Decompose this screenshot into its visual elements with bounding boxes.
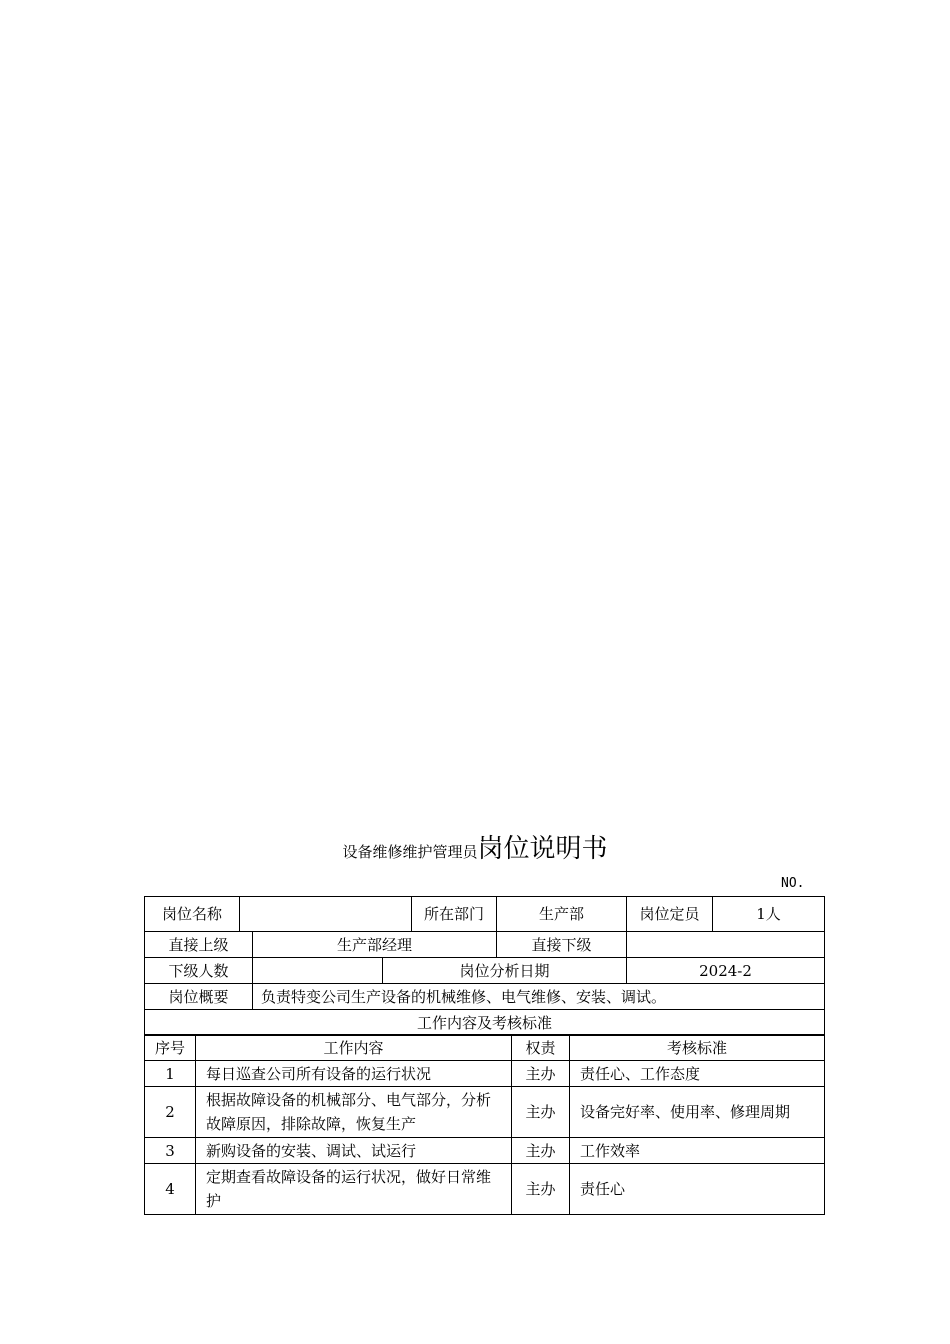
task-no: 1 xyxy=(145,1061,196,1087)
task-content: 根据故障设备的机械部分、电气部分，分析故障原因，排除故障，恢复生产 xyxy=(196,1087,512,1138)
task-no: 2 xyxy=(145,1087,196,1138)
task-standard: 责任心、工作态度 xyxy=(570,1061,825,1087)
superior-label: 直接上级 xyxy=(145,932,253,958)
task-standard: 工作效率 xyxy=(570,1138,825,1164)
task-standard: 设备完好率、使用率、修理周期 xyxy=(570,1087,825,1138)
table-header-row xyxy=(145,1035,825,1061)
title-doc-type: 岗位说明书 xyxy=(477,834,608,864)
basic-info-table xyxy=(144,896,825,932)
table-row xyxy=(145,1164,825,1215)
task-table xyxy=(144,1034,825,1215)
table-row xyxy=(145,1010,825,1036)
department-value: 生产部 xyxy=(497,897,627,932)
table-row xyxy=(145,1061,825,1087)
header-content: 工作内容 xyxy=(196,1035,512,1061)
title-position-name: 设备维修维护管理员 xyxy=(342,843,478,861)
task-role: 主办 xyxy=(512,1138,570,1164)
analysis-date-value: 2024-2 xyxy=(627,958,825,984)
task-content: 新购设备的安装、调试、试运行 xyxy=(196,1138,512,1164)
post-name-value xyxy=(240,897,412,932)
headcount-label: 岗位定员 xyxy=(627,897,713,932)
task-standard: 责任心 xyxy=(570,1164,825,1215)
task-no: 4 xyxy=(145,1164,196,1215)
department-label: 所在部门 xyxy=(412,897,497,932)
table-row xyxy=(145,958,825,984)
post-name-label: 岗位名称 xyxy=(145,897,240,932)
summary-label: 岗位概要 xyxy=(145,984,253,1010)
sub-count-value xyxy=(253,958,383,984)
reporting-info-table xyxy=(144,931,825,1036)
header-standard: 考核标准 xyxy=(570,1035,825,1061)
table-row xyxy=(145,932,825,958)
table-row xyxy=(145,897,825,932)
subordinate-value xyxy=(627,932,825,958)
table-row xyxy=(145,1138,825,1164)
number-label: NO. xyxy=(781,876,805,891)
task-role: 主办 xyxy=(512,1087,570,1138)
task-no: 3 xyxy=(145,1138,196,1164)
analysis-date-label: 岗位分析日期 xyxy=(383,958,627,984)
section-title: 工作内容及考核标准 xyxy=(145,1010,825,1036)
task-role: 主办 xyxy=(512,1061,570,1087)
task-content: 定期查看故障设备的运行状况，做好日常维护 xyxy=(196,1164,512,1215)
document-title xyxy=(0,828,950,865)
sub-count-label: 下级人数 xyxy=(145,958,253,984)
header-no: 序号 xyxy=(145,1035,196,1061)
table-row xyxy=(145,1087,825,1138)
summary-value: 负责特变公司生产设备的机械维修、电气维修、安装、调试。 xyxy=(253,984,825,1010)
table-row xyxy=(145,984,825,1010)
task-content: 每日巡查公司所有设备的运行状况 xyxy=(196,1061,512,1087)
headcount-value: 1人 xyxy=(713,897,825,932)
header-role: 权责 xyxy=(512,1035,570,1061)
superior-value: 生产部经理 xyxy=(253,932,497,958)
task-role: 主办 xyxy=(512,1164,570,1215)
subordinate-label: 直接下级 xyxy=(497,932,627,958)
